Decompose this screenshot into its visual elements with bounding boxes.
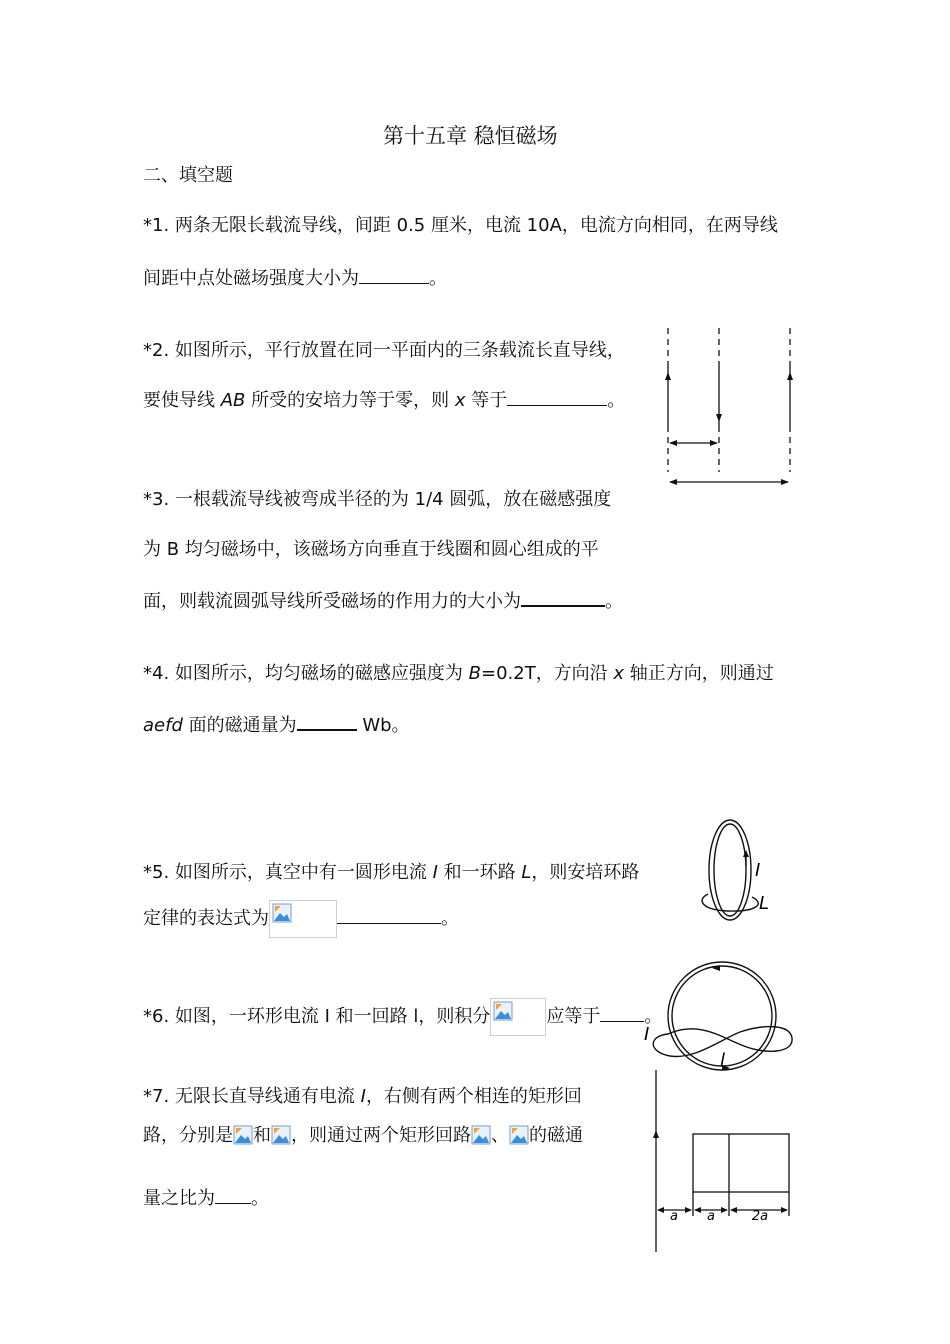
q6-text-b: 应等于 [546, 1006, 601, 1027]
q5-l: L [521, 862, 532, 883]
left-current-up-arrow-icon [665, 372, 671, 380]
broken-image-icon [272, 903, 292, 923]
q1-end: 。 [429, 268, 447, 289]
total-dim-left-arrow-icon [669, 479, 677, 485]
q4-line2 [143, 712, 410, 738]
q5-text-b: 和一环路 [437, 862, 522, 883]
q7-text-f: 量之比为 [143, 1188, 215, 1209]
total-dim-right-arrow-icon [781, 479, 789, 485]
q5-fig-label-i: I [755, 860, 761, 881]
q7-text-c: 路，分别是 [143, 1125, 233, 1146]
q2-ab: AB [220, 390, 246, 411]
q5-line2 [143, 900, 459, 938]
q7-phi2b-image-placeholder [509, 1125, 529, 1147]
q7-and: 和 [253, 1125, 271, 1146]
dim3-left-arrow-icon [730, 1207, 737, 1213]
q2-text-a: 要使导线 [143, 390, 221, 411]
current-direction-arrow-icon [743, 850, 749, 857]
current-ring-outer [709, 820, 751, 920]
q1-line1: *1. 两条无限长载流导线，间距 0.5 厘米，电流 10A，电流方向相同，在两导线 [143, 215, 778, 236]
q7-text-b: ，右侧有两个相连的矩形回 [365, 1086, 582, 1107]
q6-fig-label-i: I [644, 1024, 650, 1045]
q1-answer-blank [359, 266, 429, 284]
q4-aefd: aefd [143, 715, 183, 736]
q2-end: 。 [607, 390, 626, 411]
q7-text-d: ，则通过两个矩形回路 [291, 1125, 471, 1146]
broken-image-icon [509, 1125, 529, 1145]
q4-text-d: 面的磁通量为 [182, 715, 297, 736]
q6-ring-current-figure [640, 962, 800, 1080]
q7-text-e: 的磁通 [529, 1125, 583, 1146]
loop-L-curve [702, 894, 758, 911]
q5-line1 [143, 861, 639, 885]
q4-text-a: *4. 如图所示，均匀磁场的磁感应强度为 [143, 663, 469, 684]
q4-line1 [143, 662, 774, 686]
q5-circular-current-figure [700, 818, 780, 930]
q1-line2 [143, 266, 447, 291]
page-title: 第十五章 稳恒磁场 [383, 124, 558, 148]
q4-text-c: 轴正方向，则通过 [624, 663, 774, 684]
q7-fig-label-a1: a [670, 1209, 678, 1224]
current-up-arrow-icon [653, 1130, 659, 1138]
broken-image-icon [471, 1125, 491, 1145]
q2-answer-blank [507, 388, 607, 406]
q4-answer-blank [297, 712, 357, 731]
q4-unit: Wb。 [356, 715, 410, 736]
q7-line3 [143, 1186, 269, 1211]
broken-image-icon [271, 1125, 291, 1145]
q5-formula-image-placeholder [269, 900, 337, 938]
q7-phi2-image-placeholder [271, 1125, 291, 1147]
q7-text-a: *7. 无限长直导线通有电流 [143, 1086, 361, 1107]
q1-text: 间距中点处磁场强度大小为 [143, 268, 359, 289]
q4-b: B [468, 663, 481, 684]
q6-end: 。 [644, 1006, 663, 1027]
q4-text-b: =0.2T，方向沿 [480, 663, 614, 684]
q3-text: 面，则载流圆弧导线所受磁场的作用力的大小为 [143, 591, 521, 612]
q7-i: I [360, 1086, 366, 1107]
q7-wire-rectangles-figure [645, 1066, 800, 1254]
q7-line1 [143, 1085, 582, 1109]
q5-answer-blank [337, 906, 441, 924]
q5-text-c: ，则安培环路 [531, 862, 640, 883]
dim1-right-arrow-icon [685, 1207, 692, 1213]
q7-phi1-image-placeholder [233, 1125, 253, 1147]
q5-text-a: *5. 如图所示，真空中有一圆形电流 [143, 862, 433, 883]
x-dim-left-arrow-icon [669, 440, 677, 446]
q4-x: x [613, 663, 625, 684]
q6-text-a: *6. 如图，一环形电流 I 和一回路 l，则积分 [143, 1006, 491, 1027]
x-dim-right-arrow-icon [710, 440, 718, 446]
q7-fig-label-2a: 2a [751, 1209, 769, 1224]
q3-end: 。 [605, 591, 623, 612]
q2-line1: *2. 如图所示，平行放置在同一平面内的三条载流长直导线， [143, 340, 625, 361]
q6-integral-image-placeholder [490, 998, 546, 1036]
broken-image-icon [233, 1125, 253, 1145]
q3-answer-blank [521, 588, 605, 607]
q3-line2: 为 B 均匀磁场中，该磁场方向垂直于线圈和圆心组成的平 [143, 539, 599, 560]
q2-line2 [143, 388, 625, 413]
q2-three-wires-figure [655, 322, 805, 492]
q6-fig-label-l: l [720, 1050, 726, 1071]
q2-x: x [454, 390, 466, 411]
q5-text-d: 定律的表达式为 [143, 908, 269, 929]
right-current-up-arrow-icon [787, 372, 793, 380]
q3-line3 [143, 588, 623, 614]
section-heading: 二、填空题 [143, 165, 233, 186]
q5-end: 。 [441, 908, 459, 929]
rectangular-loops-outline [693, 1134, 789, 1192]
current-ring-inner [714, 824, 746, 916]
dim2-right-arrow-icon [721, 1207, 728, 1213]
q7-phi1b-image-placeholder [471, 1125, 491, 1147]
q2-text-b: 所受的安培力等于零，则 [245, 390, 455, 411]
q7-line2 [143, 1124, 583, 1148]
q7-sep: 、 [491, 1125, 509, 1146]
dim1-left-arrow-icon [657, 1207, 664, 1213]
broken-image-icon [493, 1001, 513, 1021]
dim2-left-arrow-icon [694, 1207, 701, 1213]
q7-fig-label-a2: a [707, 1209, 715, 1224]
q5-i: I [432, 862, 438, 883]
q5-fig-label-l: L [759, 893, 770, 914]
q6-line1 [143, 998, 662, 1036]
q6-answer-blank [600, 1004, 644, 1022]
q7-end: 。 [251, 1188, 269, 1209]
dim3-right-arrow-icon [781, 1207, 788, 1213]
q2-text-c: 等于 [465, 390, 508, 411]
middle-current-down-arrow-icon [716, 414, 722, 422]
q3-line1: *3. 一根载流导线被弯成半径的为 1/4 圆弧，放在磁感强度 [143, 489, 612, 510]
q7-answer-blank [215, 1186, 251, 1204]
